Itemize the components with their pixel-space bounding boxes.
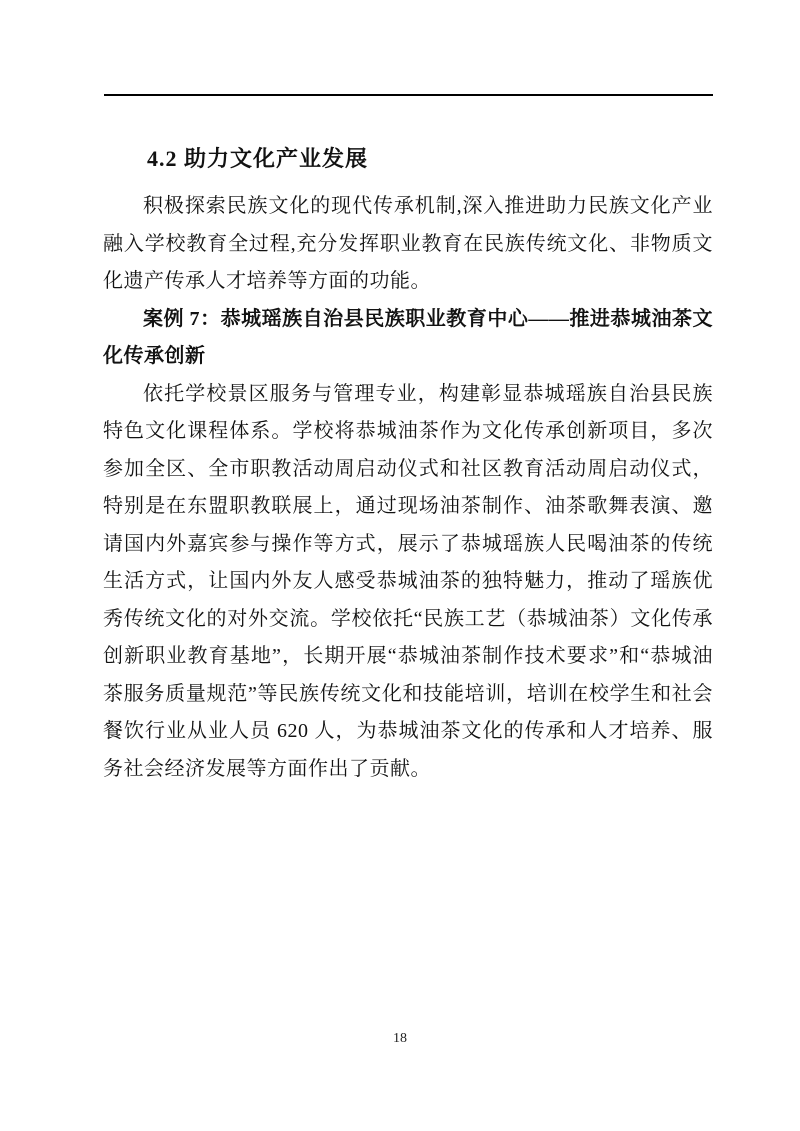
paragraph-case-title: 案例 7：恭城瑶族自治县民族职业教育中心——推进恭城油茶文化传承创新: [103, 307, 713, 367]
page-content: [103, 144, 713, 788]
page-number: 18: [393, 1031, 407, 1046]
paragraph-intro: 积极探索民族文化的现代传承机制,深入推进助力民族文化产业融入学校教育全过程,充分发挥职业教育在民族传统文化、非物质文化遗产传承人才培养等方面的功能。: [103, 195, 713, 292]
section-heading: 4.2 助力文化产业发展: [147, 146, 369, 171]
header-rule: [104, 94, 713, 96]
paragraph-case-body: 依托学校景区服务与管理专业，构建彰显恭城瑶族自治县民族特色文化课程体系。学校将恭城油茶作为文化传承创新项目，多次参加全区、全市职教活动周启动仪式和社区教育活动周启动仪式，特别是在东盟职教联展上，通过现场油茶制作、油茶歌舞表演、邀请国内外嘉宾参与操作等方式，展示了恭城瑶族人民喝油茶的传统生活方式，让国内外友人感受恭城油茶的独特魅力，推动了瑶族优秀传统文化的对外交流。学校依托“民族工艺（恭城油茶）文化传承创新职业教育基地”，长期开展“恭城油茶制作技术要求”和“恭城油茶服务质量规范”等民族传统文化和技能培训，培训在校学生和社会餐饮行业从业人员 620 人，为恭城油茶文化的传承和人才培养、服务社会经济发展等方面作出了贡献。: [103, 382, 713, 780]
